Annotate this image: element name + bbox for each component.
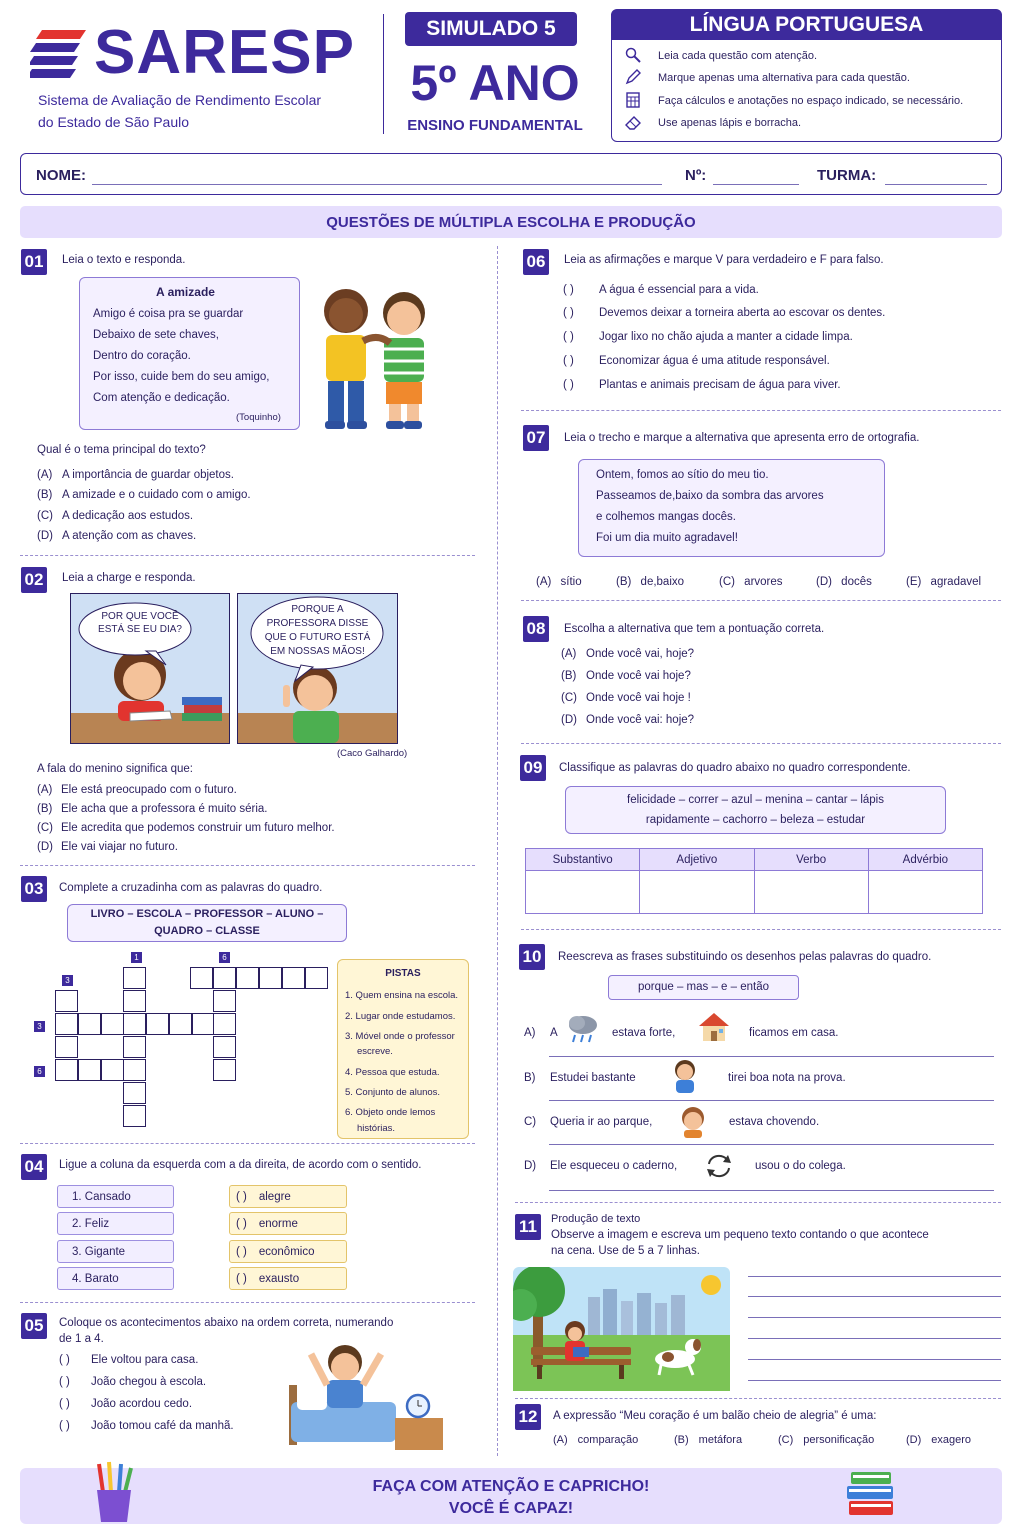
- crossword-cell[interactable]: [236, 967, 259, 989]
- match-word: alegre: [258, 1190, 291, 1203]
- nome-field[interactable]: [92, 184, 662, 185]
- crossword-cell[interactable]: [282, 967, 305, 989]
- option-text: A atenção com as chaves.: [62, 530, 197, 542]
- q09-words-1: felicidade – correr – azul – menina – cantar – lápis: [627, 794, 884, 806]
- answer-blank[interactable]: ( ): [563, 355, 574, 367]
- option-letter: (B): [616, 576, 632, 588]
- option-text: Ele está preocupado com o futuro.: [61, 784, 237, 796]
- q06-item[interactable]: [563, 379, 841, 391]
- q06-item[interactable]: [563, 331, 853, 343]
- option-letter: (A): [561, 648, 577, 660]
- header-divider: [383, 14, 384, 134]
- turma-field[interactable]: [885, 184, 987, 185]
- q04-right-item[interactable]: [229, 1240, 347, 1263]
- q09-prompt: Classifique as palavras do quadro abaixo no quadro correspondente.: [559, 762, 911, 774]
- q01-poem-line: Debaixo de sete chaves,: [93, 329, 219, 341]
- option-text: Onde você vai, hoje?: [586, 648, 695, 660]
- q05-prompt-2: de 1 a 4.: [59, 1333, 104, 1345]
- footer-line-2: VOCÊ É CAPAZ!: [448, 1500, 574, 1517]
- crossword-cell[interactable]: [55, 1036, 78, 1058]
- q06-prompt: Leia as afirmações e marque V para verdadeiro e F para falso.: [564, 254, 884, 266]
- q10-words: porque – mas – e – então: [637, 981, 770, 993]
- option-text: A dedicação aos estudos.: [62, 510, 194, 522]
- crossword-cell[interactable]: [55, 1013, 78, 1035]
- bubble-line: POR QUE VOCÊ: [101, 611, 179, 622]
- q03-number: 03: [21, 876, 47, 902]
- q10-row-label: C): [524, 1116, 537, 1128]
- q08-option-c[interactable]: [561, 692, 691, 704]
- q07-option-c[interactable]: [719, 576, 783, 588]
- statement-text: A água é essencial para a vida.: [599, 284, 759, 296]
- comic-bubble-1: [70, 610, 210, 636]
- option-letter: (D): [37, 841, 53, 853]
- q02-number: 02: [21, 567, 47, 593]
- q10-row-label: B): [524, 1072, 536, 1084]
- q05-item[interactable]: [59, 1420, 234, 1432]
- divider: [20, 865, 475, 866]
- q07-text-line: Foi um dia muito agradavel!: [596, 532, 738, 544]
- q02-option-a[interactable]: [37, 784, 237, 796]
- crossword-cell[interactable]: [123, 1013, 146, 1035]
- numero-field[interactable]: [713, 184, 799, 185]
- q01-prompt: Leia o texto e responda.: [62, 254, 186, 266]
- house-icon: [697, 1011, 731, 1043]
- answer-blank[interactable]: ( ): [236, 1272, 247, 1285]
- q04-left-item: 4. Barato: [57, 1267, 174, 1290]
- statement-text: Devemos deixar a torneira aberta ao escovar os dentes.: [599, 307, 886, 319]
- q02-credit: (Caco Galhardo): [337, 748, 408, 759]
- crossword-number: 3: [62, 975, 73, 986]
- q01-number: 01: [21, 249, 47, 275]
- answer-blank[interactable]: ( ): [59, 1398, 70, 1410]
- q10-text: Ele esqueceu o caderno,: [550, 1160, 678, 1172]
- q01-poem-title: A amizade: [156, 285, 215, 299]
- park-scene-illustration: [513, 1267, 730, 1391]
- divider: [515, 1398, 1001, 1399]
- option-text: A importância de guardar objetos.: [62, 469, 234, 481]
- option-letter: (B): [561, 670, 577, 682]
- crossword-number: 3: [34, 1021, 45, 1032]
- crossword-cell[interactable]: [123, 1105, 146, 1127]
- q08-option-a[interactable]: [561, 648, 695, 660]
- statement-text: Economizar água é uma atitude responsável.: [599, 355, 830, 367]
- q03-words-2: QUADRO – CLASSE: [154, 925, 260, 937]
- q05-item[interactable]: [59, 1354, 199, 1366]
- match-word: enorme: [258, 1217, 298, 1230]
- exchange-arrows-icon: [704, 1152, 734, 1180]
- logo-stripes-icon: [30, 30, 86, 78]
- option-text: A amizade e o cuidado com o amigo.: [62, 489, 251, 501]
- crossword-cell[interactable]: [190, 967, 213, 989]
- answer-blank[interactable]: ( ): [59, 1376, 70, 1388]
- option-letter: (D): [906, 1434, 922, 1446]
- clue-3b: escreve.: [357, 1046, 393, 1057]
- answer-blank[interactable]: ( ): [563, 331, 574, 343]
- table-cell[interactable]: [869, 871, 982, 913]
- q12-prompt: A expressão “Meu coração é um balão cheio de alegria” é uma:: [553, 1410, 877, 1422]
- option-letter: (C): [561, 692, 577, 704]
- q07-text-line: Passeamos de,baixo da sombra das arvores: [596, 490, 824, 502]
- option-text: Onde você vai hoje !: [586, 692, 691, 704]
- crossword-cell[interactable]: [101, 1059, 124, 1081]
- q02-option-d[interactable]: [37, 841, 178, 853]
- table-header: Adjetivo: [640, 849, 754, 870]
- answer-blank[interactable]: ( ): [236, 1245, 247, 1258]
- option-text: Onde você vai hoje?: [586, 670, 691, 682]
- q11-writing-line[interactable]: [748, 1359, 1001, 1360]
- crossword-cell[interactable]: [213, 967, 236, 989]
- match-word: exausto: [258, 1272, 300, 1285]
- instruction-4: Use apenas lápis e borracha.: [658, 117, 802, 129]
- q04-right-item[interactable]: [229, 1267, 347, 1290]
- q04-number: 04: [21, 1154, 47, 1180]
- event-text: Ele voltou para casa.: [91, 1354, 199, 1366]
- option-letter: (A): [37, 784, 53, 796]
- q10-answer-line[interactable]: [549, 1144, 994, 1145]
- table-header: Verbo: [755, 849, 869, 870]
- option-letter: (E): [906, 576, 922, 588]
- instruction-3: Faça cálculos e anotações no espaço indicado, se necessário.: [658, 95, 964, 107]
- q11-number: 11: [515, 1214, 541, 1240]
- q09-words-2: rapidamente – cachorro – beleza – estudar: [645, 814, 866, 826]
- q05-prompt-1: Coloque os acontecimentos abaixo na ordem correta, numerando: [59, 1317, 394, 1329]
- q10-text: estava forte,: [612, 1027, 676, 1039]
- q10-row-label: A): [524, 1027, 536, 1039]
- option-text: sítio: [560, 576, 582, 588]
- q01-poem-line: Amigo é coisa pra se guardar: [93, 308, 244, 320]
- q01-option-b[interactable]: [37, 489, 251, 501]
- q05-item[interactable]: [59, 1376, 207, 1388]
- crossword-cell[interactable]: [305, 967, 328, 989]
- option-text: comparação: [577, 1434, 639, 1446]
- bubble-line: QUE O FUTURO ESTÁ: [264, 632, 371, 643]
- q12-option-c[interactable]: [778, 1434, 874, 1446]
- grade-title: 5º ANO: [410, 55, 580, 111]
- pencil-icon: [625, 69, 641, 85]
- q10-text: estava chovendo.: [729, 1116, 820, 1128]
- crossword-cell[interactable]: [123, 1036, 146, 1058]
- q10-row-label: D): [524, 1160, 537, 1172]
- option-text: Ele vai viajar no futuro.: [61, 841, 178, 853]
- q01-poem-line: Com atenção e dedicação.: [93, 392, 230, 404]
- match-word: econômico: [258, 1245, 315, 1258]
- book-stack-icon: [845, 1470, 897, 1522]
- instruction-2: Marque apenas uma alternativa para cada questão.: [658, 72, 910, 84]
- calculator-icon: [625, 92, 641, 108]
- option-letter: (B): [37, 803, 53, 815]
- q07-option-a[interactable]: [536, 576, 582, 588]
- bubble-line: PROFESSORA DISSE: [266, 618, 369, 629]
- q10-text: tirei boa nota na prova.: [728, 1072, 846, 1084]
- subject-title: LÍNGUA PORTUGUESA: [612, 10, 1001, 40]
- event-text: João acordou cedo.: [91, 1398, 193, 1410]
- q02-prompt: Leia a charge e responda.: [62, 572, 196, 584]
- turma-label: TURMA:: [817, 167, 877, 184]
- q12-option-b[interactable]: [674, 1434, 742, 1446]
- q10-text: usou o do colega.: [755, 1160, 846, 1172]
- divider: [521, 929, 1001, 930]
- q01-option-c[interactable]: [37, 510, 194, 522]
- q01-poem-author: (Toquinho): [236, 412, 281, 423]
- rain-cloud-icon: [567, 1013, 601, 1045]
- clue-1: 1. Quem ensina na escola.: [345, 990, 459, 1001]
- logo-text: SARESP: [94, 18, 355, 87]
- option-letter: (D): [816, 576, 832, 588]
- bubble-line: EM NOSSAS MÃOS!: [270, 646, 365, 657]
- q12-number: 12: [515, 1404, 541, 1430]
- clue-2: 2. Lugar onde estudamos.: [345, 1011, 456, 1022]
- q10-prompt: Reescreva as frases substituindo os desenhos pelas palavras do quadro.: [558, 951, 932, 963]
- clue-6b: histórias.: [357, 1123, 396, 1134]
- q07-prompt: Leia o trecho e marque a alternativa que apresenta erro de ortografia.: [564, 432, 920, 444]
- q05-number: 05: [21, 1313, 47, 1339]
- q04-left-item: 1. Cansado: [57, 1185, 174, 1208]
- divider: [521, 600, 1001, 601]
- clue-5: 5. Conjunto de alunos.: [345, 1087, 441, 1098]
- q07-text-line: Ontem, fomos ao sítio do meu tio.: [596, 469, 769, 481]
- crossword-cell[interactable]: [78, 1059, 101, 1081]
- q09-classification-table: [525, 848, 983, 914]
- q04-right-item[interactable]: [229, 1185, 347, 1208]
- section-title: QUESTÕES DE MÚLTIPLA ESCOLHA E PRODUÇÃO: [20, 206, 1002, 238]
- option-letter: (A): [553, 1434, 568, 1446]
- boy-icon: [668, 1058, 702, 1094]
- q11-writing-line[interactable]: [748, 1296, 1001, 1297]
- q01-poem-line: Por isso, cuide bem do seu amigo,: [93, 371, 270, 383]
- q11-writing-line[interactable]: [748, 1276, 1001, 1277]
- q10-number: 10: [519, 944, 545, 970]
- two-friends-illustration: [308, 283, 443, 431]
- q09-number: 09: [520, 755, 546, 781]
- statement-text: Plantas e animais precisam de água para viver.: [599, 379, 841, 391]
- table-cell[interactable]: [526, 871, 640, 913]
- q12-option-a[interactable]: [553, 1434, 638, 1446]
- q04-right-item[interactable]: [229, 1212, 347, 1235]
- crossword-number: 6: [34, 1066, 45, 1077]
- numero-label: Nº:: [685, 167, 707, 184]
- event-text: João chegou à escola.: [91, 1376, 207, 1388]
- q10-answer-line[interactable]: [549, 1056, 994, 1057]
- option-letter: (C): [37, 510, 53, 522]
- answer-blank[interactable]: ( ): [563, 284, 574, 296]
- q06-number: 06: [523, 249, 549, 275]
- clue-6: 6. Objeto onde lemos: [345, 1107, 436, 1118]
- q08-option-b[interactable]: [561, 670, 691, 682]
- q07-option-e[interactable]: [906, 576, 981, 588]
- q12-option-d[interactable]: [906, 1434, 971, 1446]
- q03-prompt: Complete a cruzadinha com as palavras do quadro.: [59, 882, 323, 894]
- magnifier-icon: [625, 47, 641, 63]
- divider: [20, 1143, 475, 1144]
- divider: [521, 743, 1001, 744]
- answer-blank[interactable]: ( ): [59, 1420, 70, 1432]
- eraser-icon: [625, 114, 641, 130]
- q01-option-d[interactable]: [37, 530, 197, 542]
- crossword-number: 1: [131, 952, 142, 963]
- q06-item[interactable]: [563, 355, 830, 367]
- logo-subtitle-2: do Estado de São Paulo: [38, 114, 190, 130]
- crossword-cell[interactable]: [169, 1013, 192, 1035]
- option-text: Ele acha que a professora é muito séria.: [61, 803, 268, 815]
- option-letter: (D): [561, 714, 577, 726]
- statement-text: Jogar lixo no chão ajuda a manter a cidade limpa.: [599, 331, 853, 343]
- option-text: personificação: [803, 1434, 875, 1446]
- option-letter: (B): [674, 1434, 689, 1446]
- q04-left-item: 3. Gigante: [57, 1240, 174, 1263]
- logo-subtitle-1: Sistema de Avaliação de Rendimento Escolar: [38, 92, 322, 108]
- q08-option-d[interactable]: [561, 714, 695, 726]
- boy-waking-up-illustration: [287, 1340, 452, 1455]
- q07-text-line: e colhemos mangas docês.: [596, 511, 736, 523]
- crossword-cell[interactable]: [213, 990, 236, 1012]
- option-letter: (C): [719, 576, 735, 588]
- crossword-cell[interactable]: [259, 967, 282, 989]
- option-letter: (A): [536, 576, 552, 588]
- q10-text: A: [550, 1027, 558, 1039]
- q04-prompt: Ligue a coluna da esquerda com a da direita, de acordo com o sentido.: [59, 1159, 422, 1171]
- crossword-cell[interactable]: [55, 990, 78, 1012]
- q02-option-b[interactable]: [37, 803, 268, 815]
- option-text: arvores: [744, 576, 783, 588]
- q03-clues-title: PISTAS: [385, 968, 421, 979]
- q10-answer-line[interactable]: [549, 1190, 994, 1191]
- crossword-cell[interactable]: [123, 967, 146, 989]
- q07-number: 07: [523, 425, 549, 451]
- boy-face-icon: [677, 1105, 709, 1139]
- column-divider: [497, 246, 498, 1456]
- q08-number: 08: [523, 616, 549, 642]
- answer-blank[interactable]: ( ): [59, 1354, 70, 1366]
- crossword-cell[interactable]: [213, 1013, 236, 1035]
- crossword-cell[interactable]: [123, 990, 146, 1012]
- q01-poem-line: Dentro do coração.: [93, 350, 191, 362]
- option-text: de,baixo: [640, 576, 685, 588]
- option-letter: (C): [37, 822, 53, 834]
- divider: [515, 1202, 1001, 1203]
- bubble-line: PORQUE A: [291, 604, 344, 615]
- q10-text: Estudei bastante: [550, 1072, 636, 1084]
- q11-writing-line[interactable]: [748, 1380, 1001, 1381]
- crossword-cell[interactable]: [146, 1013, 169, 1035]
- crossword-cell[interactable]: [78, 1013, 101, 1035]
- crossword-cell[interactable]: [123, 1082, 146, 1104]
- option-text: Onde você vai: hoje?: [586, 714, 695, 726]
- answer-blank[interactable]: ( ): [236, 1190, 247, 1203]
- crossword-cell[interactable]: [213, 1059, 236, 1081]
- option-text: metáfora: [698, 1434, 743, 1446]
- divider: [20, 1302, 475, 1303]
- table-cell[interactable]: [640, 871, 754, 913]
- bubble-line: ESTÁ SE EU DIA?: [98, 624, 182, 635]
- option-letter: (B): [37, 489, 53, 501]
- level-label: ENSINO FUNDAMENTAL: [407, 117, 583, 134]
- q03-words-1: LIVRO – ESCOLA – PROFESSOR – ALUNO –: [90, 908, 324, 920]
- q07-option-b[interactable]: [616, 576, 684, 588]
- nome-label: NOME:: [36, 167, 86, 184]
- comic-bubble-2: [240, 603, 395, 659]
- q07-option-d[interactable]: [816, 576, 872, 588]
- q11-prompt-2: na cena. Use de 5 a 7 linhas.: [551, 1245, 700, 1257]
- q01-question: Qual é o tema principal do texto?: [37, 444, 206, 456]
- simulado-badge: SIMULADO 5: [405, 12, 577, 46]
- option-letter: (A): [37, 469, 53, 481]
- q06-item[interactable]: [563, 284, 759, 296]
- q11-writing-line[interactable]: [748, 1317, 1001, 1318]
- divider: [20, 555, 475, 556]
- q05-item[interactable]: [59, 1398, 193, 1410]
- q11-writing-line[interactable]: [748, 1338, 1001, 1339]
- q10-text: Queria ir ao parque,: [550, 1116, 653, 1128]
- option-text: docês: [841, 576, 872, 588]
- q02-option-c[interactable]: [37, 822, 335, 834]
- answer-blank[interactable]: ( ): [563, 379, 574, 391]
- answer-blank[interactable]: ( ): [236, 1217, 247, 1230]
- q01-option-a[interactable]: [37, 469, 234, 481]
- table-cell[interactable]: [755, 871, 869, 913]
- divider: [521, 410, 1001, 411]
- option-letter: (C): [778, 1434, 794, 1446]
- footer-line-1: FAÇA COM ATENÇÃO E CAPRICHO!: [372, 1478, 650, 1495]
- q10-text: ficamos em casa.: [749, 1027, 839, 1039]
- crossword-cell[interactable]: [123, 1059, 146, 1081]
- answer-blank[interactable]: ( ): [563, 307, 574, 319]
- q11-prompt-1: Observe a imagem e escreva um pequeno texto contando o que acontece: [551, 1229, 929, 1241]
- crossword-cell[interactable]: [192, 1013, 215, 1035]
- q02-question: A fala do menino significa que:: [37, 763, 193, 775]
- instruction-1: Leia cada questão com atenção.: [658, 50, 818, 62]
- crossword-cell[interactable]: [213, 1036, 236, 1058]
- option-text: exagero: [931, 1434, 972, 1446]
- table-header: Advérbio: [902, 854, 949, 866]
- q04-left-item: 2. Feliz: [57, 1212, 174, 1235]
- crossword-cell[interactable]: [101, 1013, 124, 1035]
- crossword-cell[interactable]: [55, 1059, 78, 1081]
- event-text: João tomou café da manhã.: [91, 1420, 234, 1432]
- option-text: agradavel: [930, 576, 982, 588]
- q06-item[interactable]: [563, 307, 886, 319]
- option-text: Ele acredita que podemos construir um futuro melhor.: [61, 822, 335, 834]
- q11-title: Produção de texto: [551, 1213, 641, 1225]
- clue-3: 3. Móvel onde o professor: [345, 1031, 455, 1042]
- q10-answer-line[interactable]: [549, 1100, 994, 1101]
- q08-prompt: Escolha a alternativa que tem a pontuação correta.: [564, 623, 825, 635]
- table-header: Substantivo: [526, 849, 640, 870]
- option-letter: (D): [37, 530, 53, 542]
- crossword-number: 6: [219, 952, 230, 963]
- clue-4: 4. Pessoa que estuda.: [345, 1067, 440, 1078]
- pencil-cup-icon: [93, 1460, 135, 1524]
